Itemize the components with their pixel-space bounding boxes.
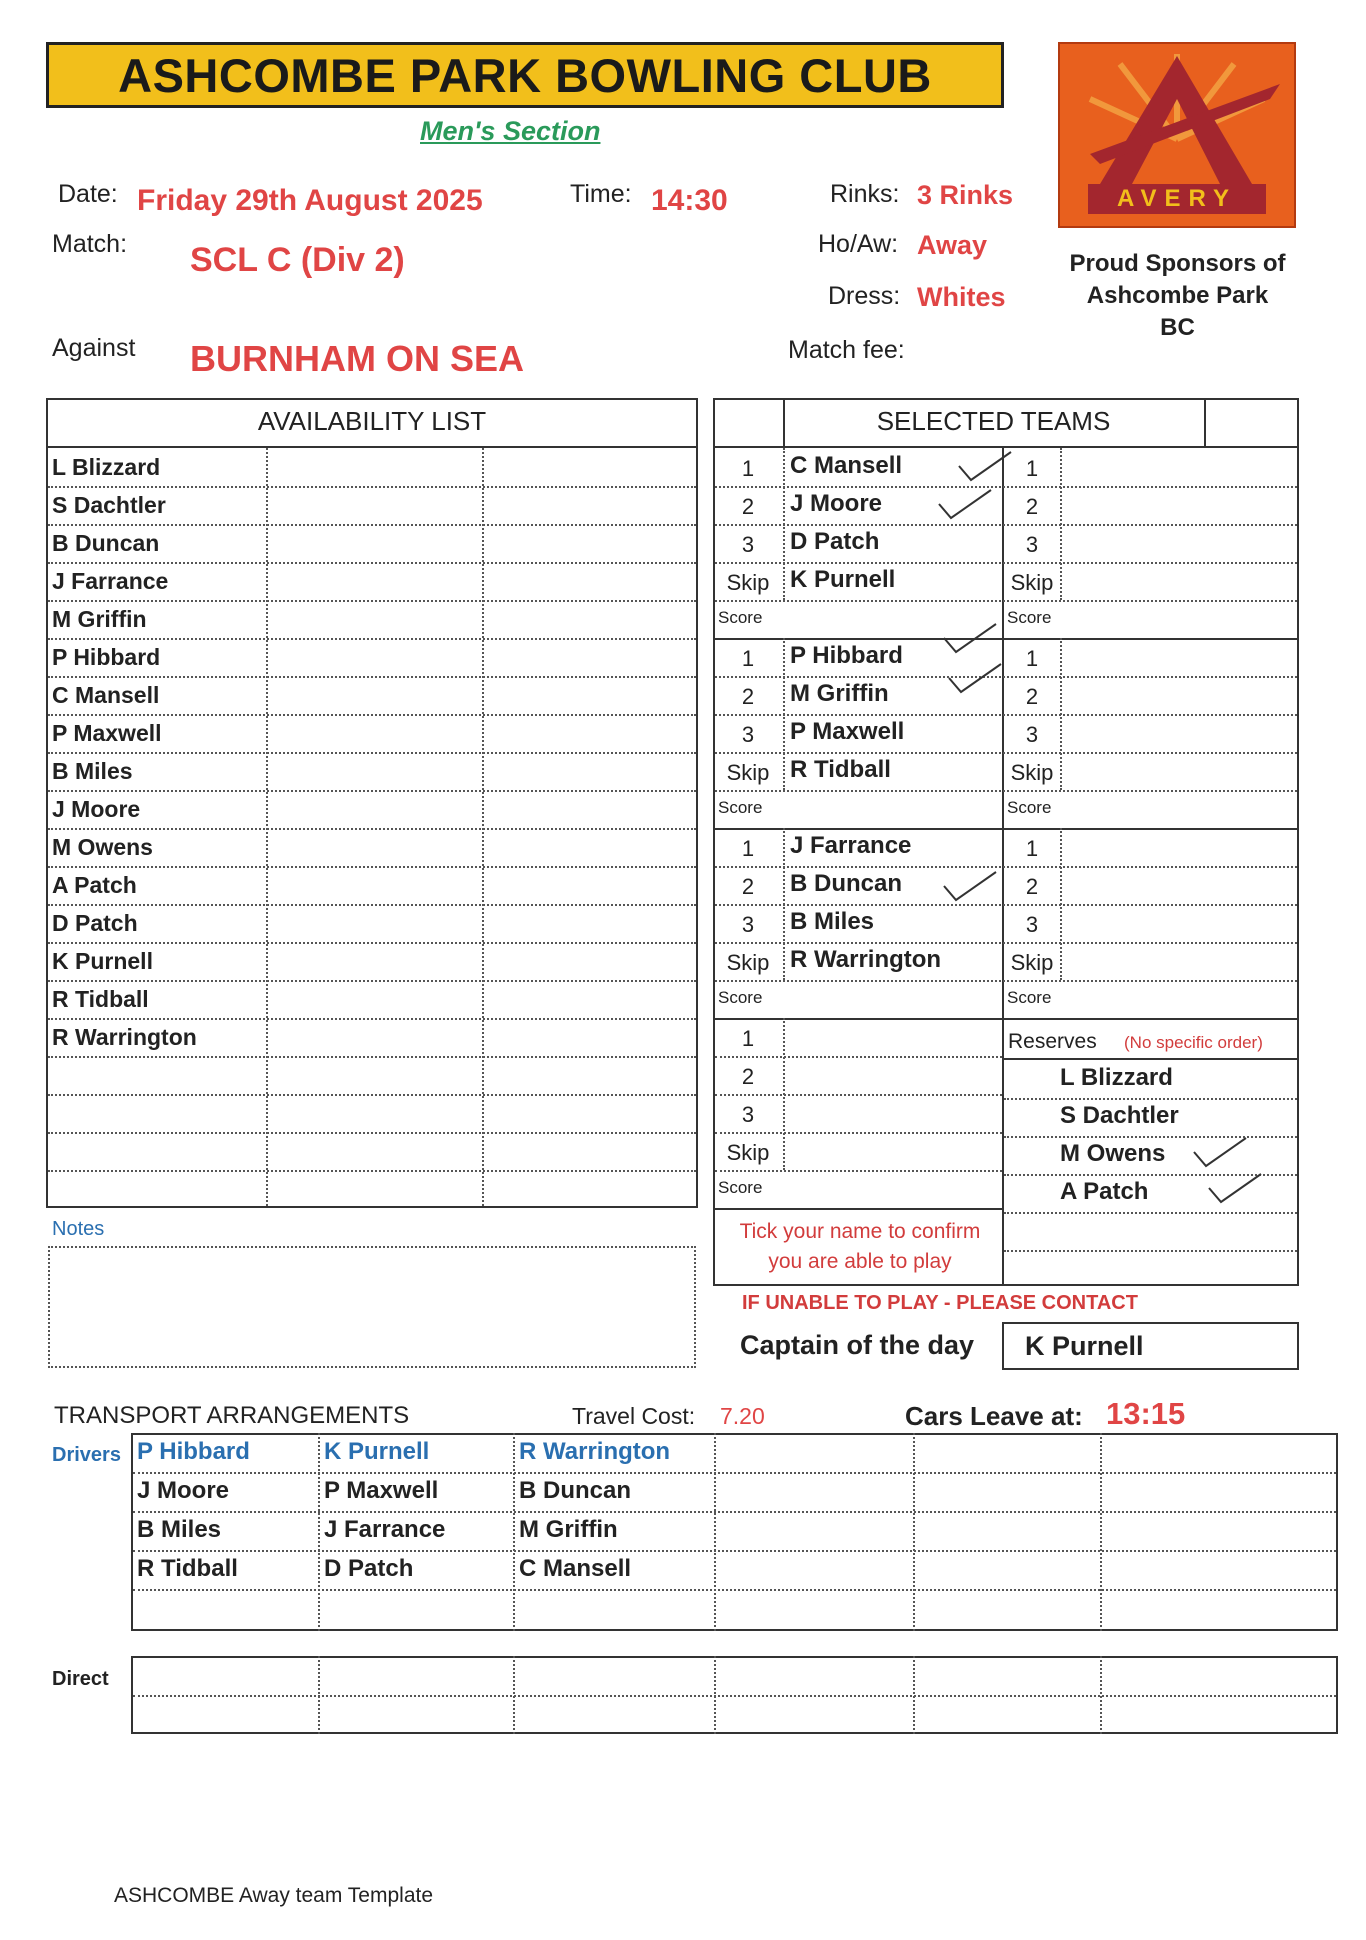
position-label-opp: 2 xyxy=(1025,494,1039,519)
position-label: 3 xyxy=(741,722,755,747)
rinks-label: Rinks: xyxy=(830,180,900,208)
passenger-name[interactable]: R Tidball xyxy=(137,1555,238,1582)
time-value: 14:30 xyxy=(651,184,728,217)
rink-row-divider xyxy=(715,714,1297,716)
position-label: 1 xyxy=(741,836,755,861)
availability-row-divider xyxy=(48,714,696,716)
rink-row-divider xyxy=(715,1094,1002,1096)
availability-player: S Dachtler xyxy=(52,492,166,518)
passenger-name[interactable]: B Miles xyxy=(137,1516,222,1543)
cars-leave-label: Cars Leave at: xyxy=(905,1401,1083,1431)
time-label: Time: xyxy=(570,180,632,208)
footer-text: ASHCOMBE Away team Template xyxy=(114,1884,434,1907)
position-label: 3 xyxy=(741,532,755,557)
availability-row-divider xyxy=(48,828,696,830)
position-label-opp: 2 xyxy=(1025,874,1039,899)
availability-row-divider xyxy=(48,1132,696,1134)
availability-player: M Owens xyxy=(52,834,153,860)
transport-row-divider xyxy=(133,1589,1336,1591)
unable-to-play-note: IF UNABLE TO PLAY - PLEASE CONTACT xyxy=(742,1292,1138,1314)
position-label: 3 xyxy=(741,912,755,937)
selected-player[interactable]: R Tidball xyxy=(790,756,891,783)
availability-row-divider xyxy=(48,942,696,944)
availability-row-divider xyxy=(48,1056,696,1058)
rink-row-divider xyxy=(715,562,1297,564)
passenger-name[interactable]: J Moore xyxy=(137,1477,230,1504)
transport-col-divider xyxy=(1100,1433,1102,1631)
rink-row-divider xyxy=(715,942,1297,944)
reserves-label: Reserves xyxy=(1008,1030,1097,1053)
hoaw-label: Ho/Aw: xyxy=(818,230,899,258)
match-fee-label: Match fee: xyxy=(788,336,905,364)
availability-row-divider xyxy=(48,486,696,488)
reserve-player[interactable]: A Patch xyxy=(1060,1178,1149,1205)
rink-separator xyxy=(713,638,1299,640)
rink-separator xyxy=(713,828,1299,830)
selected-player[interactable]: B Miles xyxy=(790,908,875,935)
transport-row-divider xyxy=(133,1511,1336,1513)
reserve-row-divider xyxy=(1004,1212,1297,1214)
position-label-opp: 2 xyxy=(1025,684,1039,709)
position-label: 1 xyxy=(741,1026,755,1051)
score-label: Score xyxy=(718,798,763,817)
position-label-opp: 1 xyxy=(1025,456,1039,481)
notes-box[interactable] xyxy=(48,1246,696,1368)
rink-divider-opp xyxy=(1060,828,1062,980)
rink-row-divider xyxy=(715,486,1297,488)
position-label: Skip xyxy=(726,950,770,975)
reserve-row-divider xyxy=(1004,1250,1297,1252)
club-title: ASHCOMBE PARK BOWLING CLUB xyxy=(46,42,1004,108)
tick-note xyxy=(715,1220,1005,1274)
position-label: 2 xyxy=(741,1064,755,1089)
selected-teams-heading: SELECTED TEAMS xyxy=(876,406,1111,436)
rink-divider-opp xyxy=(1060,638,1062,790)
rink-row-divider xyxy=(715,980,1297,982)
position-label: Skip xyxy=(726,760,770,785)
passenger-name[interactable]: B Duncan xyxy=(519,1477,632,1504)
availability-player: L Blizzard xyxy=(52,454,161,480)
transport-col-divider xyxy=(714,1433,716,1631)
availability-player: M Griffin xyxy=(52,606,147,632)
position-label: 2 xyxy=(741,874,755,899)
score-label-opp: Score xyxy=(1007,798,1052,817)
position-label: 3 xyxy=(741,1102,755,1127)
passenger-name[interactable]: J Farrance xyxy=(324,1516,446,1543)
passenger-name[interactable]: P Maxwell xyxy=(324,1477,439,1504)
position-label: 1 xyxy=(741,456,755,481)
rink-row-divider xyxy=(715,1170,1002,1172)
sponsor-line-3: BC xyxy=(1160,314,1195,341)
availability-row-divider xyxy=(48,562,696,564)
rink-separator xyxy=(713,1208,1002,1210)
selected-player[interactable]: J Farrance xyxy=(790,832,912,859)
rink-divider xyxy=(783,448,785,600)
against-label: Against xyxy=(52,334,136,362)
score-label-opp: Score xyxy=(1007,988,1052,1007)
score-label: Score xyxy=(718,608,763,627)
availability-row-divider xyxy=(48,1094,696,1096)
availability-player: B Duncan xyxy=(52,530,160,556)
availability-heading: AVAILABILITY LIST xyxy=(257,406,487,436)
logo-text: AVERY xyxy=(1116,185,1237,212)
selected-player[interactable]: M Griffin xyxy=(790,680,889,707)
sponsor-text xyxy=(1040,248,1315,344)
transport-col-divider xyxy=(913,1433,915,1631)
match-value: SCL C (Div 2) xyxy=(190,241,405,279)
rink-row-divider xyxy=(715,524,1297,526)
sponsor-line-1: Proud Sponsors of xyxy=(1069,250,1286,277)
tick-note-line-1: Tick your name to confirm xyxy=(739,1220,981,1243)
reserve-player[interactable]: M Owens xyxy=(1060,1140,1166,1167)
position-label-opp: 1 xyxy=(1025,836,1039,861)
checkmark-icon xyxy=(1190,1134,1250,1170)
availability-player: P Hibbard xyxy=(52,644,161,670)
sponsor-logo xyxy=(1058,42,1296,228)
reserve-player[interactable]: L Blizzard xyxy=(1060,1064,1173,1091)
date-value: Friday 29th August 2025 xyxy=(137,184,483,217)
rink-divider xyxy=(783,828,785,980)
driver-name[interactable]: P Hibbard xyxy=(137,1438,250,1465)
rinks-value: 3 Rinks xyxy=(917,180,1014,210)
position-label: Skip xyxy=(726,1140,770,1165)
reserve-row-divider xyxy=(1004,1136,1297,1138)
position-label: Skip xyxy=(726,570,770,595)
availability-row-divider xyxy=(48,866,696,868)
availability-player: J Moore xyxy=(52,796,141,822)
match-label: Match: xyxy=(52,230,128,258)
transport-row-divider xyxy=(133,1550,1336,1552)
score-label: Score xyxy=(718,988,763,1007)
captain-value: K Purnell xyxy=(1025,1331,1144,1361)
availability-player: R Tidball xyxy=(52,986,149,1012)
availability-player: D Patch xyxy=(52,910,138,936)
drivers-label: Drivers xyxy=(52,1444,121,1466)
availability-row-divider xyxy=(48,904,696,906)
rink-row-divider xyxy=(715,1132,1002,1134)
checkmark-icon xyxy=(955,448,1015,484)
availability-player: B Miles xyxy=(52,758,133,784)
availability-player: J Farrance xyxy=(52,568,169,594)
rink-divider xyxy=(783,638,785,790)
tick-note-line-2: you are able to play xyxy=(768,1250,952,1273)
availability-row-divider xyxy=(48,1170,696,1172)
availability-player: A Patch xyxy=(52,872,137,898)
availability-row-divider xyxy=(48,600,696,602)
availability-player: R Warrington xyxy=(52,1024,197,1050)
availability-row-divider xyxy=(48,752,696,754)
availability-player: P Maxwell xyxy=(52,720,162,746)
selected-player[interactable]: P Maxwell xyxy=(790,718,905,745)
direct-row-divider xyxy=(133,1695,1336,1697)
availability-player: C Mansell xyxy=(52,682,160,708)
driver-name[interactable]: K Purnell xyxy=(324,1438,430,1465)
travel-cost-value: 7.20 xyxy=(720,1403,765,1429)
rink-row-divider xyxy=(715,866,1297,868)
availability-row-divider xyxy=(48,524,696,526)
passenger-name[interactable]: C Mansell xyxy=(519,1555,632,1582)
passenger-name[interactable]: M Griffin xyxy=(519,1516,618,1543)
position-label: 1 xyxy=(741,646,755,671)
reserves-note: (No specific order) xyxy=(1124,1033,1263,1052)
position-label: 2 xyxy=(741,684,755,709)
selected-player[interactable]: C Mansell xyxy=(790,452,903,479)
rink-separator xyxy=(713,1018,1299,1020)
transport-grid xyxy=(131,1433,1338,1631)
checkmark-icon xyxy=(1205,1170,1265,1206)
transport-col-divider xyxy=(513,1433,515,1631)
direct-label: Direct xyxy=(52,1668,109,1690)
checkmark-icon xyxy=(940,868,1000,904)
position-label-opp: 3 xyxy=(1025,722,1039,747)
rink-row-divider xyxy=(715,904,1297,906)
rink-row-divider xyxy=(715,676,1297,678)
selected-player[interactable]: P Hibbard xyxy=(790,642,903,669)
dress-value: Whites xyxy=(917,282,1006,312)
score-label-opp: Score xyxy=(1007,608,1052,627)
availability-player: K Purnell xyxy=(52,948,153,974)
selected-player[interactable]: B Duncan xyxy=(790,870,903,897)
availability-row-divider xyxy=(48,676,696,678)
driver-name[interactable]: R Warrington xyxy=(519,1438,671,1465)
dress-label: Dress: xyxy=(828,282,901,310)
reserve-player[interactable]: S Dachtler xyxy=(1060,1102,1179,1129)
availability-row-divider xyxy=(48,638,696,640)
selected-player[interactable]: D Patch xyxy=(790,528,880,555)
cars-leave-value: 13:15 xyxy=(1106,1396,1186,1431)
travel-cost-label: Travel Cost: xyxy=(572,1403,696,1429)
availability-frame xyxy=(46,398,698,1208)
passenger-name[interactable]: D Patch xyxy=(324,1555,414,1582)
date-label: Date: xyxy=(58,180,118,208)
position-label-opp: 3 xyxy=(1025,532,1039,557)
transport-row-divider xyxy=(133,1472,1336,1474)
hoaw-value: Away xyxy=(917,230,988,260)
reserve-row-divider xyxy=(1004,1098,1297,1100)
transport-heading: TRANSPORT ARRANGEMENTS xyxy=(54,1402,410,1429)
rink-row-divider xyxy=(715,790,1297,792)
rink-row-divider xyxy=(715,752,1297,754)
checkmark-icon xyxy=(940,620,1000,656)
position-label: 2 xyxy=(741,494,755,519)
availability-row-divider xyxy=(48,790,696,792)
notes-label: Notes xyxy=(52,1218,105,1240)
availability-row-divider xyxy=(48,1018,696,1020)
position-label-opp: Skip xyxy=(1010,570,1054,595)
checkmark-icon xyxy=(945,660,1005,696)
selected-player[interactable]: J Moore xyxy=(790,490,883,517)
rink-divider-opp xyxy=(1060,448,1062,600)
position-label-opp: Skip xyxy=(1010,950,1054,975)
position-label-opp: Skip xyxy=(1010,760,1054,785)
transport-col-divider xyxy=(318,1433,320,1631)
rink-row-divider xyxy=(715,600,1297,602)
availability-row-divider xyxy=(48,980,696,982)
rink-row-divider xyxy=(715,1056,1002,1058)
selected-player[interactable]: K Purnell xyxy=(790,566,896,593)
captain-label: Captain of the day xyxy=(740,1330,975,1360)
position-label-opp: 1 xyxy=(1025,646,1039,671)
against-value: BURNHAM ON SEA xyxy=(190,338,525,379)
checkmark-icon xyxy=(935,486,995,522)
selected-player[interactable]: R Warrington xyxy=(790,946,942,973)
section-title: Men's Section xyxy=(420,116,601,146)
score-label: Score xyxy=(718,1178,763,1197)
rink-divider xyxy=(783,1018,785,1170)
sponsor-line-2: Ashcombe Park xyxy=(1086,282,1269,309)
position-label-opp: 3 xyxy=(1025,912,1039,937)
